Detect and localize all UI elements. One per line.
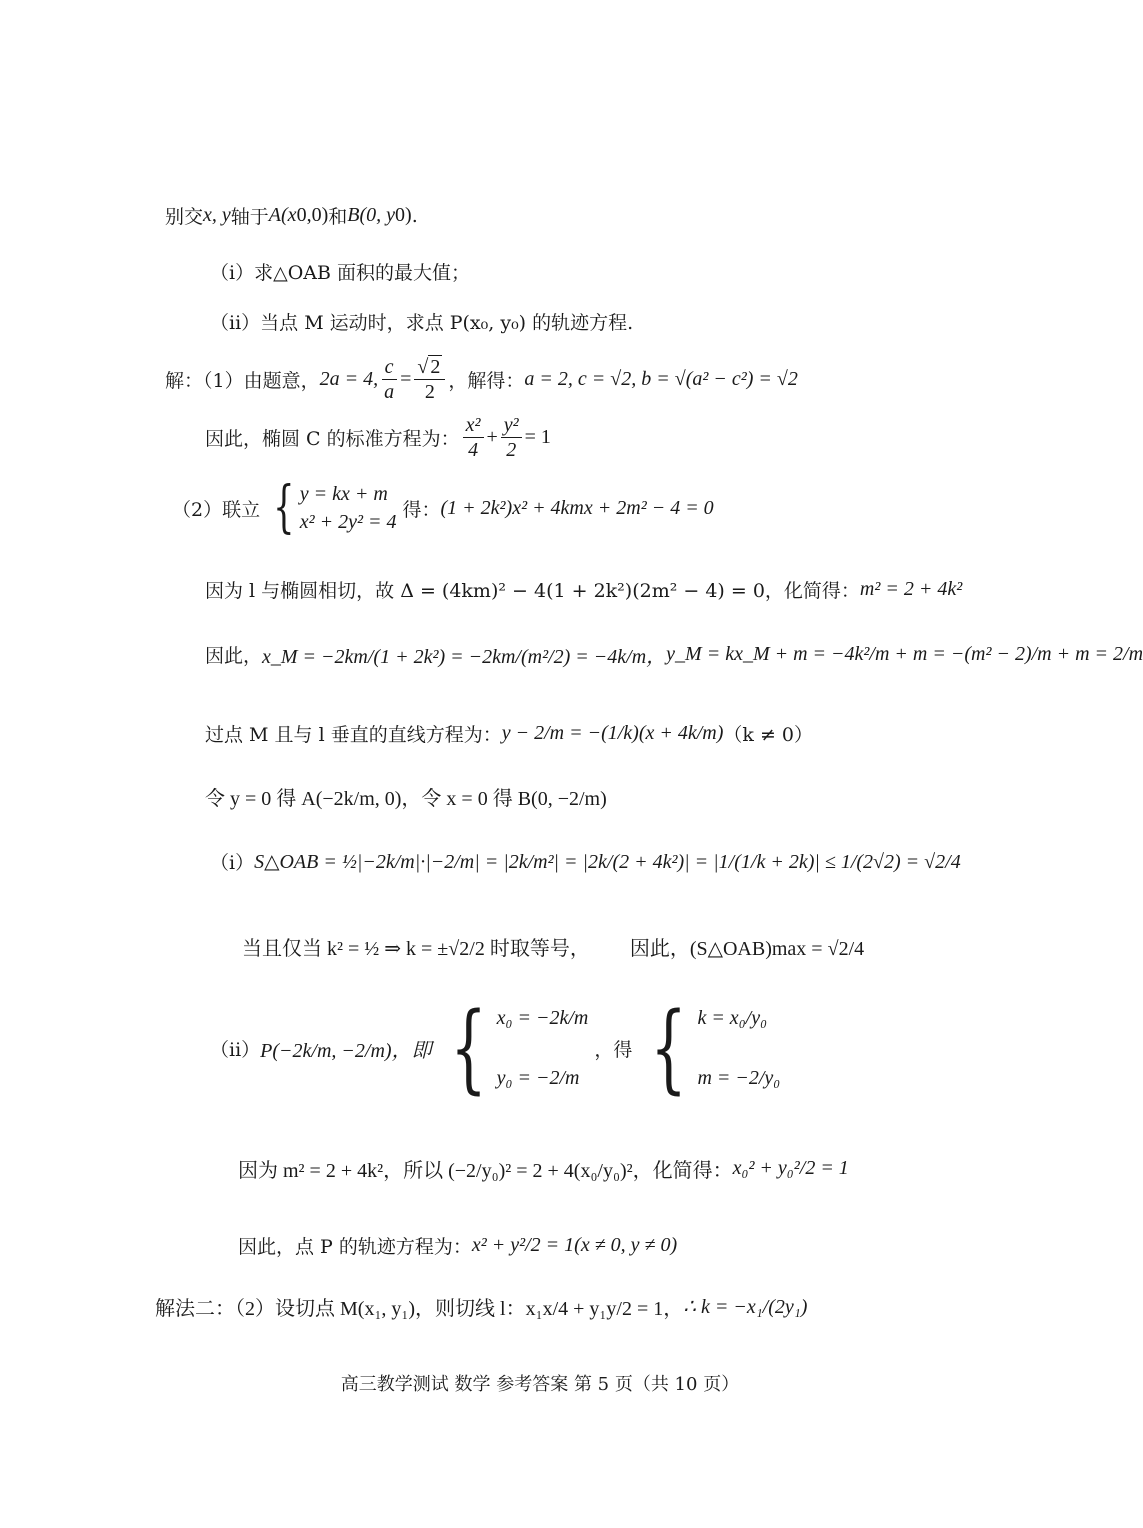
fraction-denominator: 4 xyxy=(468,439,479,461)
points-text: 令 y = 0 得 A(−2k/m, 0)，令 x = 0 得 B(0, −2/m) xyxy=(205,788,607,810)
solution-1-eq1: 2a = 4, xyxy=(319,368,379,390)
equality-text: 当且仅当 k² = ½ ⇒ k = ±√2/2 时取等号， xyxy=(242,938,590,960)
equation-system xyxy=(266,475,397,540)
intro-a-end: ,0) xyxy=(306,204,329,226)
plus-sign: + xyxy=(486,426,498,448)
left-brace: { xyxy=(449,992,487,1104)
fraction-denominator: 2 xyxy=(506,439,517,461)
intro-point-b: B(0, y xyxy=(347,204,396,226)
part2-line xyxy=(210,992,786,1104)
sqrt2-over-2-fraction xyxy=(414,356,445,403)
intro-line xyxy=(165,202,418,229)
alt-solution-result: ∴ k = −x₁/(2y₁) xyxy=(683,1296,808,1318)
question-i xyxy=(210,258,470,285)
xm-line xyxy=(205,640,1143,669)
x2-over-4 xyxy=(463,414,484,461)
c-over-a-fraction xyxy=(381,356,397,403)
equals-one: = 1 xyxy=(524,426,551,448)
area-lead: （i） xyxy=(210,852,255,874)
system-row-2: x² + 2y² = 4 xyxy=(299,510,397,533)
part2-lead: （ii） xyxy=(210,1038,261,1061)
xm-expression: x_M = −2km/(1 + 2k²) = −2km/(m²/2) = −4k/m， xyxy=(262,646,667,668)
fraction-numerator: c xyxy=(382,356,397,380)
system-lead: （2）联立 xyxy=(172,498,261,521)
area-expression: S△OAB = ½|−2k/m|·|−2/m| = |2k/m²| = |2k/(2 + 4k²)| = |1/(1/k + 2k)| ≤ 1/(2√2) = √2/4 xyxy=(254,851,961,873)
page-footer: 高三教学测试 数学 参考答案 第 5 页（共 10 页） xyxy=(340,1374,740,1395)
system-p-row-1: x₀ = −2k/m xyxy=(496,1006,589,1029)
intro-a-sub: 0 xyxy=(296,204,307,226)
points-line xyxy=(205,782,607,811)
radicand: 2 xyxy=(430,356,441,378)
simplify-line xyxy=(238,1154,849,1183)
solution-1-mid: ，解得： xyxy=(448,370,525,392)
solution-1-lead: 解：（1）由题意， xyxy=(165,370,320,392)
sqrt-symbol: √ 2 xyxy=(417,356,441,378)
solution-1-result: a = 2, c = √2, b = √(a² − c²) = √2 xyxy=(524,368,798,390)
simplify-text: 因为 m² = 2 + 4k²，所以 (−2/y₀)² = 2 + 4(x₀/y₀)²，化简得： xyxy=(238,1160,733,1182)
solution-1-line xyxy=(165,356,798,403)
standard-equation-lead: 因此，椭圆 C 的标准方程为： xyxy=(205,428,460,450)
intro-point-a: A(x xyxy=(268,204,297,226)
max-area-result: 因此，(S△OAB)max = √2/4 xyxy=(629,938,865,960)
fraction-denominator: 2 xyxy=(424,381,435,403)
question-ii xyxy=(210,308,633,335)
xm-lead: 因此， xyxy=(205,645,263,667)
perpendicular-equation: y − 2/m = −(1/k)(x + 4k/m) xyxy=(501,722,724,744)
tangent-line xyxy=(205,576,962,603)
alt-solution-text: 解法二：（2）设切点 M(x₁, y₁)，则切线 l：x₁x/4 + y₁y/2 = 1， xyxy=(155,1298,684,1320)
intro-xy: x, y xyxy=(203,204,231,226)
question-i-text: （i）求△OAB 面积的最大值； xyxy=(210,262,470,284)
system-km-row-2: m = −2/y₀ xyxy=(697,1066,781,1089)
locus-result: x² + y²/2 = 1(x ≠ 0, y ≠ 0) xyxy=(471,1234,678,1256)
fraction-denominator: a xyxy=(384,381,395,403)
perpendicular-text: 过点 M 且与 l 垂直的直线方程为： xyxy=(205,724,502,746)
question-ii-text: （ii）当点 M 运动时，求点 P(x₀, y₀) 的轨迹方程. xyxy=(210,312,634,334)
system-de: 得： xyxy=(402,498,441,521)
part2-point: P(−2k/m, −2/m)，即 xyxy=(260,1039,432,1062)
solution-1-equals: = xyxy=(400,368,412,390)
intro-prefix: 别交 xyxy=(165,206,204,228)
perpendicular-line xyxy=(205,720,813,747)
intro-b-sub: 0 xyxy=(395,204,406,226)
system-result: (1 + 2k²)x² + 4kmx + 2m² − 4 = 0 xyxy=(440,496,714,519)
fraction-numerator: y² xyxy=(501,414,522,438)
perpendicular-condition: （k ≠ 0） xyxy=(723,724,814,746)
locus-line xyxy=(238,1232,677,1259)
part2-de: ，得 xyxy=(594,1038,633,1061)
equality-line xyxy=(242,932,864,961)
standard-equation-line xyxy=(205,414,551,461)
intro-axis: 轴于 xyxy=(230,206,269,228)
intro-b-end: ) xyxy=(405,204,412,226)
intro-and: 和 xyxy=(328,206,348,228)
left-brace: { xyxy=(650,992,688,1104)
y2-over-2 xyxy=(501,414,522,461)
ym-expression: y_M = kx_M + m = −4k²/m + m = −(m² − 2)/m + m = 2/m xyxy=(666,643,1143,665)
system-km xyxy=(638,992,781,1104)
tangent-result: m² = 2 + 4k² xyxy=(859,578,963,600)
left-brace: { xyxy=(273,475,295,540)
alt-solution-line xyxy=(155,1292,807,1321)
system-line xyxy=(172,475,714,540)
tangent-text: 因为 l 与椭圆相切，故 Δ = (4km)² − 4(1 + 2k²)(2m² − 4) = 0，化简得： xyxy=(205,580,860,602)
area-line xyxy=(210,848,961,875)
system-p-row-2: y₀ = −2/m xyxy=(496,1066,580,1089)
intro-end: . xyxy=(411,204,418,227)
system-km-row-1: k = x₀/y₀ xyxy=(697,1006,768,1029)
system-p xyxy=(438,992,589,1104)
simplify-result: x₀² + y₀²/2 = 1 xyxy=(732,1157,849,1179)
fraction-numerator: x² xyxy=(463,414,484,438)
system-row-1: y = kx + m xyxy=(299,482,388,505)
locus-text: 因此，点 P 的轨迹方程为： xyxy=(238,1236,472,1258)
